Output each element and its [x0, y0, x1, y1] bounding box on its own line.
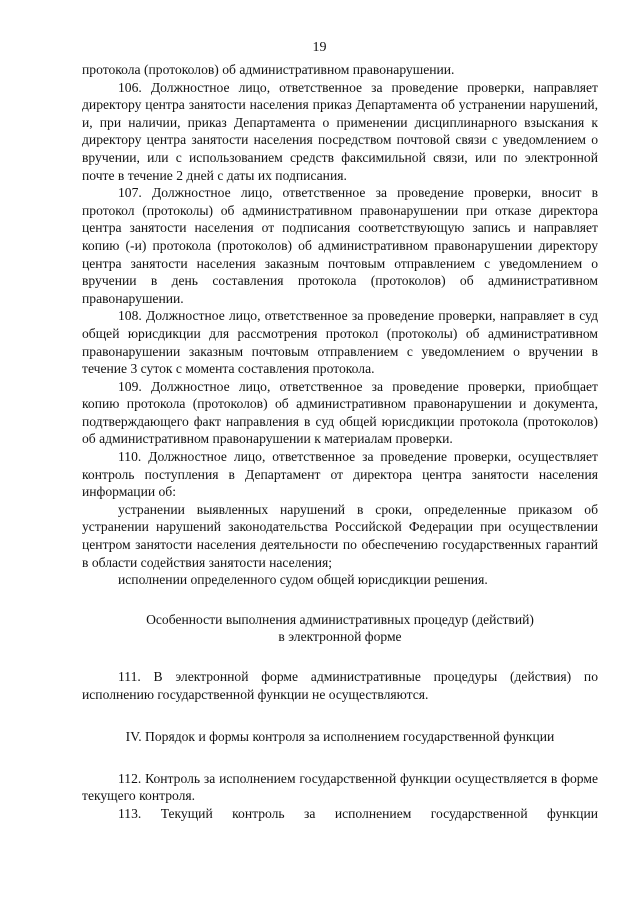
paragraph-110: 110. Должностное лицо, ответственное за проведение проверки, осуществляет контроль поступления в Департамент от директора центра занятости населения информации об:	[82, 449, 598, 500]
section-heading-line-1: Особенности выполнения административных процедур (действий)	[146, 611, 534, 627]
section-heading-control: IV. Порядок и формы контроля за исполнением государственной функции	[125, 729, 555, 745]
page-number: 19	[312, 40, 327, 55]
paragraph-109: 109. Должностное лицо, ответственное за проведение проверки, приобщает копию протокола (протоколов) об административном правонарушении и документа, подтверждающего факт направления в суд общей юрисдикции протокола (протоколов) об административном правонарушении к материалам проверки.	[82, 378, 598, 447]
document-body	[82, 61, 598, 823]
paragraph-112: 112. Контроль за исполнением государственной функции осуществляется в форме текущего контроля.	[82, 770, 598, 804]
paragraph-111: 111. В электронной форме административные процедуры (действия) по исполнению государственной функции не осуществляются.	[82, 669, 598, 702]
paragraph-110-item-2: исполнении определенного судом общей юрисдикции решения.	[118, 572, 488, 588]
paragraph-continuation: протокола (протоколов) об административном правонарушении.	[82, 62, 455, 77]
paragraph-113: 113. Текущий контроль за исполнением государственной функции	[118, 805, 598, 821]
section-heading-electronic-form	[82, 611, 598, 646]
paragraph-107: 107. Должностное лицо, ответственное за проведение проверки, вносит в протокол (протоколы) об административном правонарушении при отказе директора центра занятости населения от подписания соответствующую запись и направляет копию (-и) протокола (протоколов) об административном правонарушении директору центра занятости населения заказным почтовым отправлением с уведомлением о вручении в день составления протокола (протоколов) об административном правонарушении.	[82, 185, 598, 306]
paragraph-108: 108. Должностное лицо, ответственное за проведение проверки, направляет в суд общей юрисдикции для рассмотрения протокол (протоколы) об административном правонарушении заказным почтовым отправлением с уведомлением о вручении в течение 3 суток с момента составления протокола.	[82, 308, 598, 377]
section-heading-line-2: в электронной форме	[278, 629, 402, 645]
paragraph-106: 106. Должностное лицо, ответственное за проведение проверки, направляет директору центра занятости населения приказ Департамента об устранении нарушений, и, при наличии, приказ Департамента о применении дисциплинарного взыскания к директору центра занятости населения посредством почтовой связи с уведомлением о вручении, или с использованием средств факсимильной связи, или по электронной почте в течение 2 дней с даты их подписания.	[82, 79, 598, 183]
paragraph-110-item-1: устранении выявленных нарушений в сроки, определенные приказом об устранении нарушений законодательства Российской Федерации при осуществлении центром занятости населения деятельности по обеспечению государственных гарантий в области содействия занятости населения;	[82, 501, 598, 570]
